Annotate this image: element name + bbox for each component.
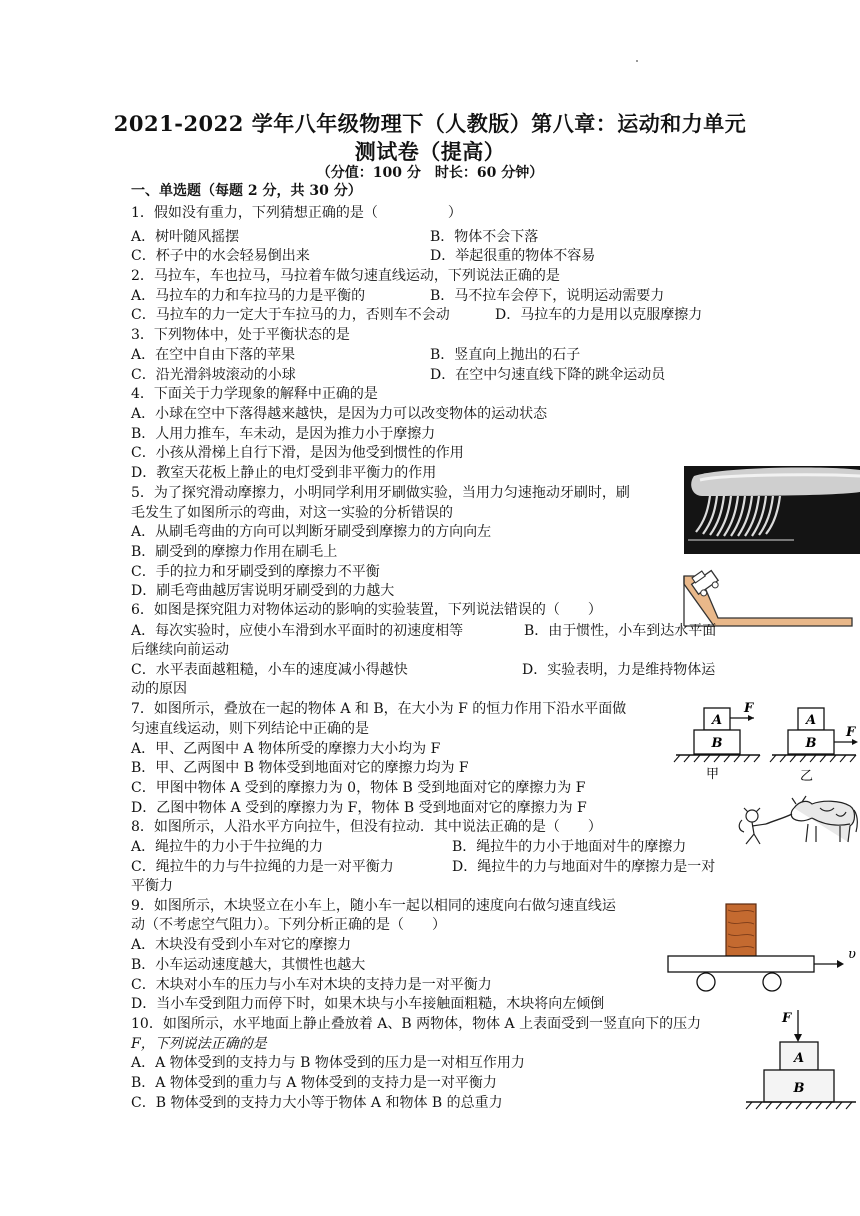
fig9-velocity-label: υ [848,947,856,962]
q9-option-a: A．木块没有受到小车对它的摩擦力 [131,937,352,953]
q2-option-a: A．马拉车的力和车拉马的力是平衡的 [131,288,366,304]
fig7-yi-caption: 乙 [800,769,814,784]
q4-option-b: B．人用力推车，车未动，是因为推力小于摩擦力 [131,426,436,442]
q9-stem-line1: 9．如图所示，木块竖立在小车上，随小车一起以相同的速度向右做匀速直线运 [131,898,616,914]
q3-stem: 3．下列物体中，处于平衡状态的是 [131,327,350,343]
fig10-label-f: F [782,1011,792,1026]
q1-option-b: B．物体不会下落 [430,229,539,245]
q10-stem-line1: 10．如图所示，水平地面上静止叠放着 A、B 两物体，物体 A 上表面受到一竖直向下的压力 [131,1016,702,1032]
fig7-jia-label-a: A [711,713,723,728]
q7-stem-line2: 匀速直线运动，则下列结论中正确的是 [131,721,369,737]
q3-option-b: B．竖直向上抛出的石子 [430,347,581,363]
q2-option-c: C．马拉车的力一定大于车拉马的力，否则车不会动 [131,307,450,323]
q5-option-c: C．手的拉力和牙刷受到的摩擦力不平衡 [131,564,380,580]
q7-option-d: D．乙图中物体 A 受到的摩擦力为 F，物体 B 受到地面对它的摩擦力为 F [131,800,587,816]
q5-stem-line2: 毛发生了如图所示的弯曲，对这一实验的分析错误的 [131,505,453,521]
block-on-cart-figure [662,900,860,998]
q6-option-b-line2: 后继续向前运动 [131,642,229,658]
fig7-jia-label-f: F [744,701,754,716]
q7-option-c: C．甲图中物体 A 受到的摩擦力为 0，物体 B 受到地面对它的摩擦力为 F [131,780,586,796]
q9-option-c: C．木块对小车的压力与小车对木块的支持力是一对平衡力 [131,977,492,993]
toothbrush-figure [684,466,860,554]
q8-stem: 8．如图所示，人沿水平方向拉牛，但没有拉动．其中说法正确的是（ ） [131,819,602,835]
q8-option-d-line2: 平衡力 [131,878,173,894]
fig7-yi-label-f: F [846,725,856,740]
fig10-label-b: B [793,1081,805,1096]
q10-option-b: B．A 物体受到的重力与 A 物体受到的支持力是一对平衡力 [131,1075,497,1091]
q5-option-d: D．刷毛弯曲越厉害说明牙刷受到的力越大 [131,583,395,599]
q2-stem: 2．马拉车，车也拉马，马拉着车做匀速直线运动，下列说法正确的是 [131,268,560,284]
doc-title-line2: 测试卷（提高） [354,139,506,164]
q3-option-c: C．沿光滑斜坡滚动的小球 [131,367,296,383]
q6-stem: 6．如图是探究阻力对物体运动的影响的实验装置，下列说法错误的（ ） [131,602,602,618]
q6-option-a: A．每次实验时，应使小车滑到水平面时的初速度相等 [131,623,464,639]
q8-option-d-line1: D．绳拉牛的力与地面对牛的摩擦力是一对 [452,859,716,875]
q6-option-b-line1: B．由于惯性，小车到达水平面 [524,623,717,639]
doc-title-line1: 2021-2022 学年八年级物理下（人教版）第八章：运动和力单元 [113,111,747,136]
fig7-jia-caption: 甲 [706,767,720,782]
q7-option-b: B．甲、乙两图中 B 物体受到地面对它的摩擦力均为 F [131,760,469,776]
q2-option-d: D．马拉车的力是用以克服摩擦力 [495,307,703,323]
q10-option-c: C．B 物体受到的支持力大小等于物体 A 和物体 B 的总重力 [131,1095,503,1111]
q4-stem: 4．下面关于力学现象的解释中正确的是 [131,386,378,402]
q5-option-b: B．刷受到的摩擦力作用在刷毛上 [131,544,338,560]
q7-option-a: A．甲、乙两图中 A 物体所受的摩擦力大小均为 F [131,741,441,757]
q8-option-a: A．绳拉牛的力小于牛拉绳的力 [131,839,324,855]
q4-option-c: C．小孩从滑梯上自行下滑，是因为他受到惯性的作用 [131,445,464,461]
q9-option-b: B．小车运动速度越大，其惯性也越大 [131,957,366,973]
q10-stem-line2: F，下列说法正确的是 [131,1036,267,1052]
q9-option-d: D．当小车受到阻力而停下时，如果木块与小车接触面粗糙，木块将向左倾倒 [131,996,605,1012]
q5-option-a: A．从刷毛弯曲的方向可以判断牙刷受到摩擦力的方向向左 [131,524,492,540]
q10-option-a: A．A 物体受到的支持力与 B 物体受到的压力是一对相互作用力 [131,1055,525,1071]
q6-option-d-line2: 动的原因 [131,681,187,697]
q1-option-c: C．杯子中的水会轻易倒出来 [131,248,310,264]
q8-option-b: B．绳拉牛的力小于地面对牛的摩擦力 [452,839,687,855]
fig7-yi-label-b: B [805,736,817,751]
q6-option-d-line1: D．实验表明，力是维持物体运 [522,662,716,678]
q1-option-d: D．举起很重的物体不容易 [430,248,596,264]
stacked-ab-figure [742,1004,860,1114]
q5-stem-line1: 5．为了探究滑动摩擦力，小明同学利用牙刷做实验，当用力匀速拖动牙刷时，刷 [131,485,630,501]
person-pulling-cow-figure [736,790,860,848]
stacked-blocks-figure [670,700,860,784]
q4-option-a: A．小球在空中下落得越来越快，是因为力可以改变物体的运动状态 [131,406,548,422]
q4-option-d: D．教室天花板上静止的电灯受到非平衡力的作用 [131,465,437,481]
q9-stem-line2: 动（不考虑空气阻力）。下列分析正确的是（ ） [131,917,446,933]
q3-option-a: A．在空中自由下落的苹果 [131,347,296,363]
q6-option-c: C．水平表面越粗糙，小车的速度减小得越快 [131,662,408,678]
q2-option-b: B．马不拉车会停下，说明运动需要力 [430,288,665,304]
q1-option-a: A．树叶随风摇摆 [131,229,240,245]
q1-stem: 1．假如没有重力，下列猜想正确的是（ ） [131,205,462,221]
speck-mark [636,60,638,62]
doc-meta: （分值：100 分 时长：60 分钟） [316,165,544,181]
q3-option-d: D．在空中匀速直线下降的跳伞运动员 [430,367,666,383]
q7-stem-line1: 7．如图所示，叠放在一起的物体 A 和 B，在大小为 F 的恒力作用下沿水平面做 [131,701,627,717]
section-heading: 一、单选题（每题 2 分，共 30 分） [131,183,362,199]
fig7-jia-label-b: B [711,736,723,751]
fig10-label-a: A [793,1051,805,1066]
q8-option-c: C．绳拉牛的力与牛拉绳的力是一对平衡力 [131,859,394,875]
fig7-yi-label-a: A [805,713,817,728]
